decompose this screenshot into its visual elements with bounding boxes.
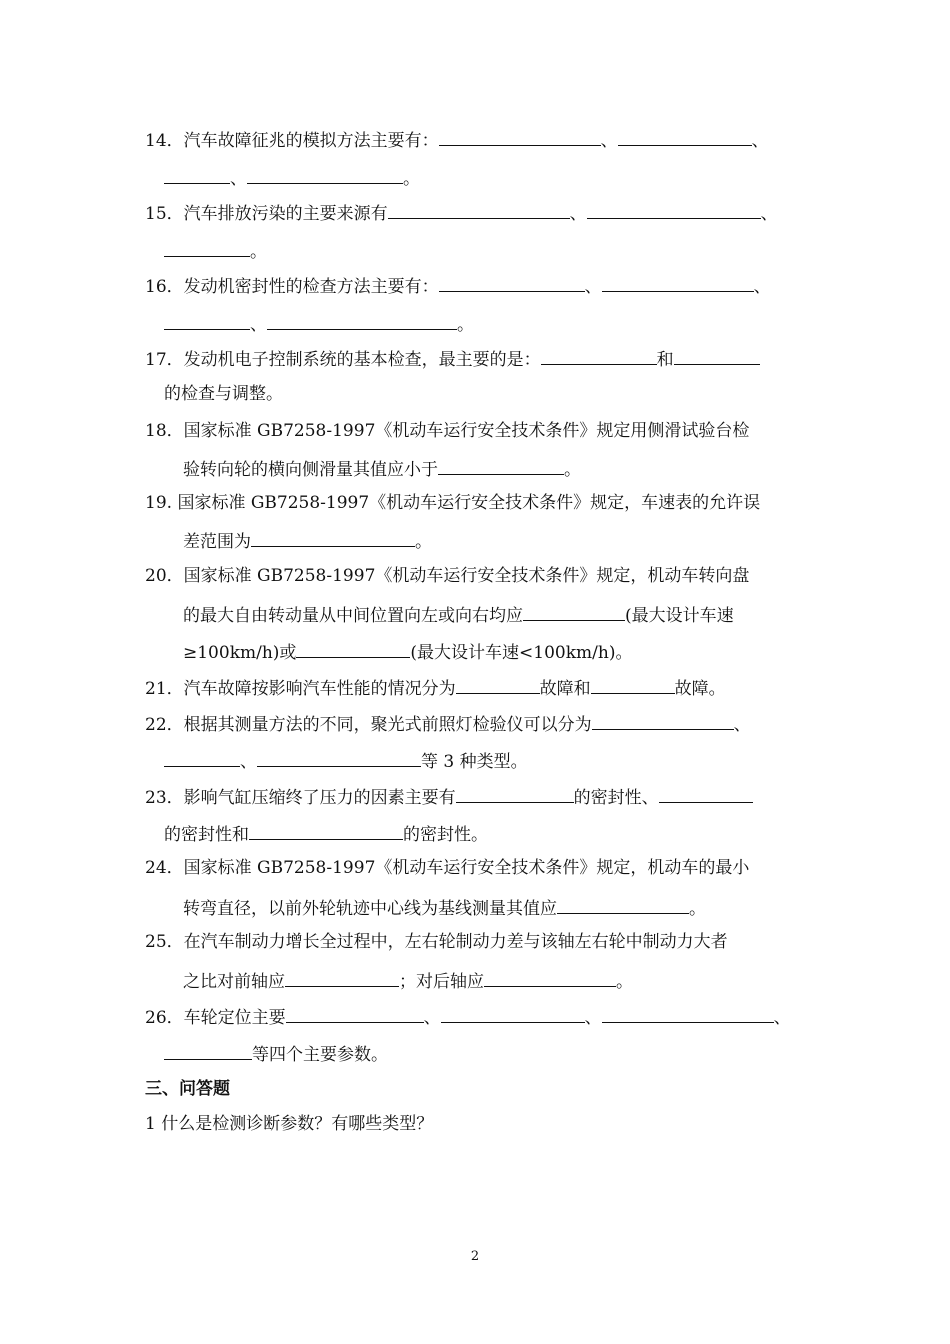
question-22-line-2: 、 等 3 种类型。	[164, 752, 528, 771]
question-26-line-2: 等四个主要参数。	[164, 1045, 388, 1064]
question-17-line-1: 17．发动机电子控制系统的基本检查，最主要的是： 和	[145, 350, 760, 369]
question-17-line-2: 的检查与调整。	[164, 384, 283, 404]
question-24-line-2: 转弯直径，以前外轮轨迹中心线为基线测量其值应 。	[183, 899, 706, 919]
question-24-line-1: 24．国家标准 GB7258-1997《机动车运行安全技术条件》规定，机动车的最小	[145, 858, 750, 878]
question-22-line-1: 22．根据其测量方法的不同，聚光式前照灯检验仪可以分为 、	[145, 715, 751, 735]
question-19-line-1: 19. 国家标准 GB7258-1997《机动车运行安全技术条件》规定，车速表的允许误	[145, 493, 761, 513]
question-15-line-1: 15．汽车排放污染的主要来源有 、 、	[145, 204, 778, 224]
question-23-line-2: 的密封性和 的密封性。	[164, 825, 488, 845]
question-16-line-1: 16．发动机密封性的检查方法主要有： 、 、	[145, 277, 771, 297]
question-15-line-2: 。	[164, 242, 267, 261]
question-25-line-1: 25．在汽车制动力增长全过程中，左右轮制动力差与该轴左右轮中制动力大者	[145, 932, 728, 952]
question-25-line-2: 之比对前轴应 ；对后轴应 。	[183, 972, 633, 992]
question-20-line-1: 20．国家标准 GB7258-1997《机动车运行安全技术条件》规定，机动车转向盘	[145, 566, 750, 586]
page-number: 2	[470, 1249, 480, 1264]
question-26-line-1: 26．车轮定位主要 、 、 、	[145, 1008, 791, 1028]
question-19-line-2: 差范围为 。	[183, 532, 432, 552]
question-18-line-2: 验转向轮的横向侧滑量其值应小于 。	[183, 460, 581, 480]
question-14-line-1: 14．汽车故障征兆的模拟方法主要有： 、 、	[145, 131, 769, 151]
question-23-line-1: 23．影响气缸压缩终了压力的因素主要有 的密封性、	[145, 788, 753, 807]
question-18-line-1: 18．国家标准 GB7258-1997《机动车运行安全技术条件》规定用侧滑试验台检	[145, 421, 750, 441]
section-heading: 三、问答题	[145, 1079, 230, 1099]
question-14-line-2: 、 。	[164, 169, 420, 188]
question-16-line-2: 、 。	[164, 315, 474, 334]
question-21-line-1: 21．汽车故障按影响汽车性能的情况分为 故障和 故障。	[145, 679, 726, 699]
essay-question-1: 1 什么是检测诊断参数？有哪些类型？	[145, 1114, 434, 1134]
question-20-line-3: ≥100km/h)或 (最大设计车速<100km/h)。	[183, 643, 633, 663]
question-20-line-2: 的最大自由转动量从中间位置向左或向右均应 (最大设计车速	[183, 606, 734, 626]
